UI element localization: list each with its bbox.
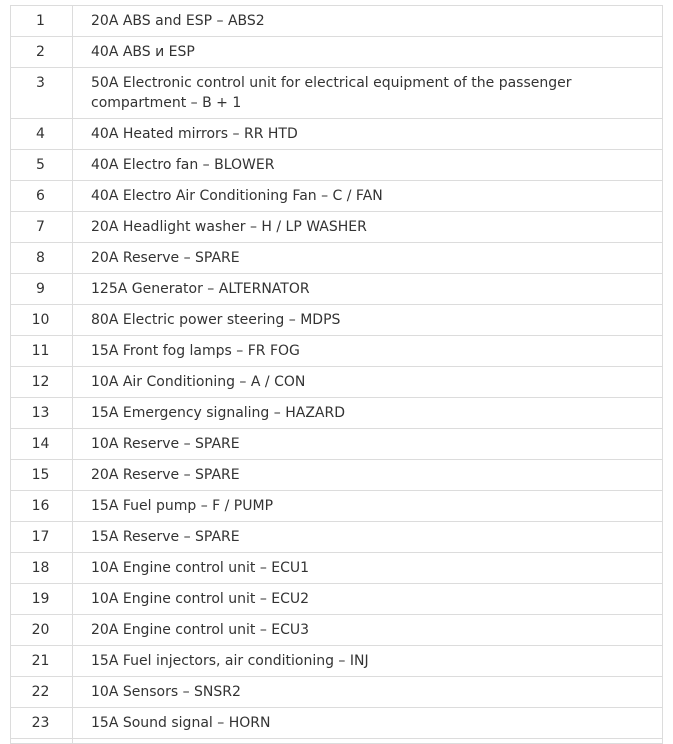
fuse-number: 8 — [11, 243, 73, 274]
table-row — [11, 491, 663, 522]
fuse-number: 10 — [11, 305, 73, 336]
table-row — [11, 150, 663, 181]
table-row — [11, 677, 663, 708]
fuse-number: 3 — [11, 68, 73, 119]
table-row — [11, 68, 663, 119]
fuse-description: 20A ABS and ESP – ABS2 — [73, 6, 663, 37]
fuse-description: 40A ABS и ESP — [73, 37, 663, 68]
fuse-description: 15A Reserve – SPARE — [73, 522, 663, 553]
table-row — [11, 274, 663, 305]
table-row — [11, 181, 663, 212]
fuse-table-body — [11, 6, 663, 744]
fuse-description: 15A Emergency signaling – HAZARD — [73, 398, 663, 429]
table-row — [11, 6, 663, 37]
fuse-number: 6 — [11, 181, 73, 212]
fuse-number: 20 — [11, 615, 73, 646]
fuse-table-container — [10, 5, 662, 744]
fuse-number: 2 — [11, 37, 73, 68]
table-row — [11, 615, 663, 646]
table-row — [11, 37, 663, 68]
fuse-number: 4 — [11, 119, 73, 150]
fuse-description: 20A Engine control unit – ECU3 — [73, 615, 663, 646]
table-row — [11, 119, 663, 150]
table-row — [11, 367, 663, 398]
fuse-description: 10A Engine control unit – ECU1 — [73, 553, 663, 584]
fuse-number-cell — [11, 739, 73, 744]
fuse-description: 10A Engine control unit – ECU2 — [73, 584, 663, 615]
table-row — [11, 243, 663, 274]
fuse-number: 11 — [11, 336, 73, 367]
fuse-number: 19 — [11, 584, 73, 615]
table-row — [11, 460, 663, 491]
fuse-description: 40A Heated mirrors – RR HTD — [73, 119, 663, 150]
table-row — [11, 584, 663, 615]
table-row — [11, 522, 663, 553]
table-row — [11, 429, 663, 460]
table-row-partial — [11, 739, 663, 744]
fuse-number: 13 — [11, 398, 73, 429]
fuse-description: 125A Generator – ALTERNATOR — [73, 274, 663, 305]
fuse-description: 10A Air Conditioning – A / CON — [73, 367, 663, 398]
fuse-description: 10A Sensors – SNSR2 — [73, 677, 663, 708]
table-row — [11, 336, 663, 367]
fuse-number: 12 — [11, 367, 73, 398]
fuse-number: 21 — [11, 646, 73, 677]
table-row — [11, 212, 663, 243]
table-row — [11, 305, 663, 336]
fuse-number: 14 — [11, 429, 73, 460]
fuse-description: 15A Front fog lamps – FR FOG — [73, 336, 663, 367]
fuse-description: 40A Electro fan – BLOWER — [73, 150, 663, 181]
fuse-description-cell — [73, 739, 663, 744]
fuse-number: 16 — [11, 491, 73, 522]
fuse-description: 15A Fuel injectors, air conditioning – INJ — [73, 646, 663, 677]
fuse-number: 1 — [11, 6, 73, 37]
fuse-description: 40A Electro Air Conditioning Fan – C / FAN — [73, 181, 663, 212]
fuse-description: 80A Electric power steering – MDPS — [73, 305, 663, 336]
fuse-description: 20A Reserve – SPARE — [73, 243, 663, 274]
table-row — [11, 708, 663, 739]
fuse-description: 15A Fuel pump – F / PUMP — [73, 491, 663, 522]
fuse-description: 15A Sound signal – HORN — [73, 708, 663, 739]
fuse-description: 20A Headlight washer – H / LP WASHER — [73, 212, 663, 243]
fuse-number: 7 — [11, 212, 73, 243]
fuse-table — [10, 5, 663, 744]
table-row — [11, 646, 663, 677]
fuse-number: 5 — [11, 150, 73, 181]
fuse-number: 17 — [11, 522, 73, 553]
fuse-description: 50A Electronic control unit for electrical equipment of the passenger compartment – B + 1 — [73, 68, 663, 119]
fuse-description: 20A Reserve – SPARE — [73, 460, 663, 491]
table-row — [11, 398, 663, 429]
fuse-number: 23 — [11, 708, 73, 739]
table-row — [11, 553, 663, 584]
fuse-number: 22 — [11, 677, 73, 708]
fuse-number: 15 — [11, 460, 73, 491]
fuse-description: 10A Reserve – SPARE — [73, 429, 663, 460]
fuse-number: 18 — [11, 553, 73, 584]
fuse-number: 9 — [11, 274, 73, 305]
